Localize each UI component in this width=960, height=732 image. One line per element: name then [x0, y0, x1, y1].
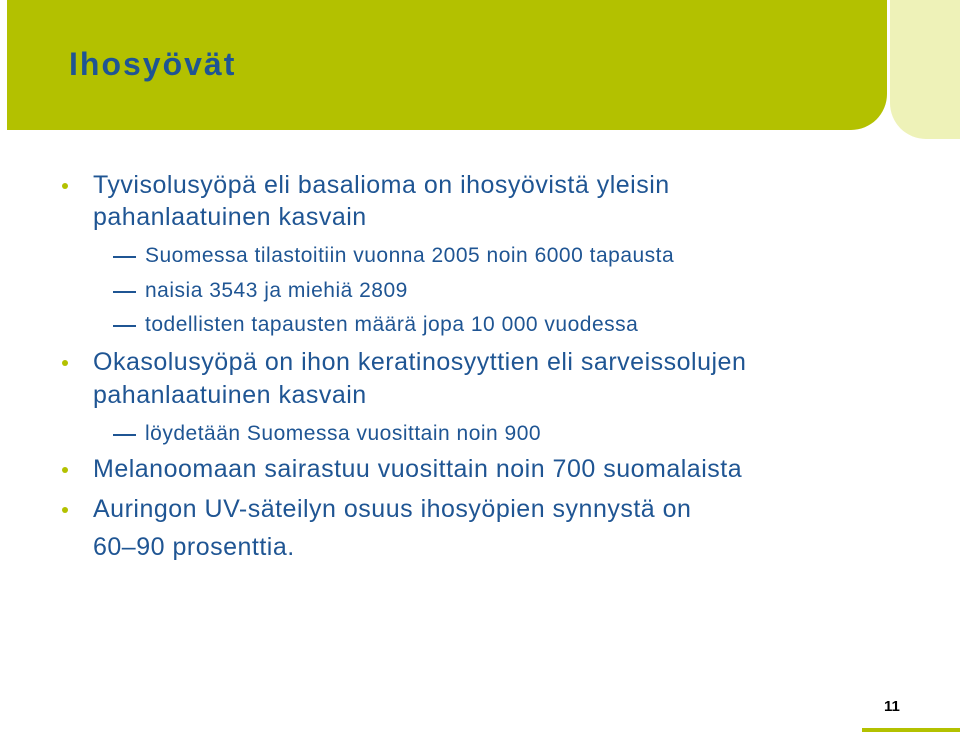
- sub-bullet-text: löydetään Suomessa vuosittain noin 900: [145, 422, 542, 445]
- sub-bullet-text: Suomessa tilastoitiin vuonna 2005 noin 6000 tapausta: [145, 244, 675, 267]
- dash-icon: [113, 256, 136, 258]
- bullet-icon: [62, 360, 68, 366]
- bullet-text: Auringon UV-säteilyn osuus ihosyöpien synnystä on: [93, 495, 692, 523]
- bullet-text: Tyvisolusyöpä eli basalioma on ihosyövistä yleisin: [93, 171, 670, 199]
- page-number: 11: [884, 698, 900, 715]
- dash-icon: [113, 291, 136, 293]
- sub-bullet-text: naisia 3543 ja miehiä 2809: [145, 279, 408, 302]
- sub-bullet-text: todellisten tapausten määrä jopa 10 000 vuodessa: [145, 313, 639, 336]
- bullet-text: Melanoomaan sairastuu vuosittain noin 700 suomalaista: [93, 455, 743, 483]
- bullet-text-continuation: 60–90 prosenttia.: [93, 533, 295, 561]
- bullet-icon: [62, 507, 68, 513]
- bullet-text-continuation: pahanlaatuinen kasvain: [93, 381, 367, 409]
- footer-accent-line: [862, 728, 960, 732]
- bullet-icon: [62, 183, 68, 189]
- slide-title: Ihosyövät: [69, 46, 237, 82]
- bullet-text-continuation: pahanlaatuinen kasvain: [93, 203, 367, 231]
- bullet-text: Okasolusyöpä on ihon keratinosyyttien eli sarveissolujen: [93, 348, 747, 376]
- dash-icon: [113, 434, 136, 436]
- dash-icon: [113, 325, 136, 327]
- bullet-icon: [62, 467, 68, 473]
